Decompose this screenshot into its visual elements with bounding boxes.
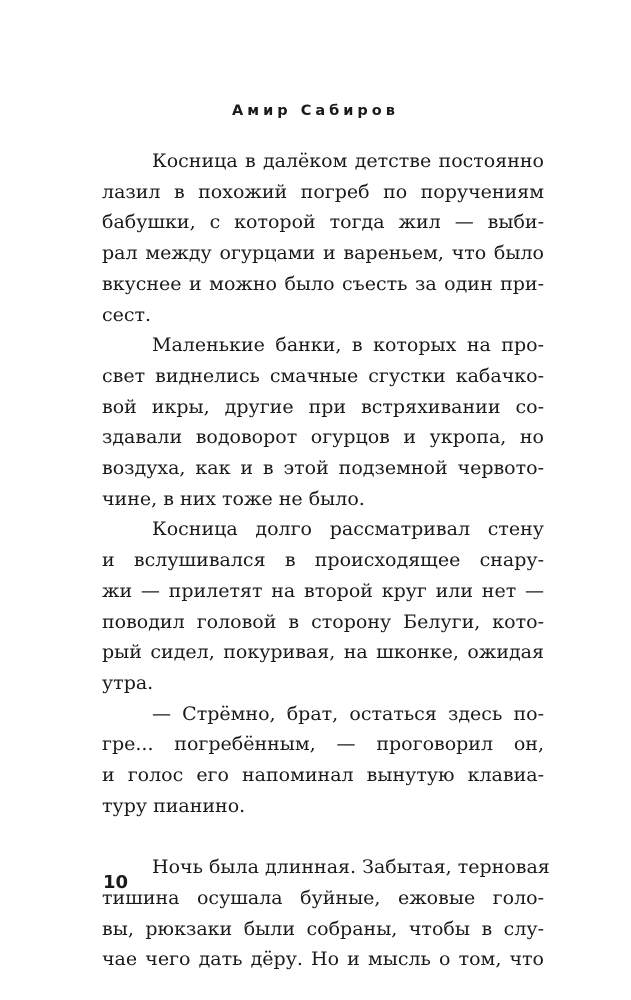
text-line: вы, рюкзаки были собраны, чтобы в слу- (102, 917, 544, 940)
text-line: воздуха, как и в этой подземной червото- (102, 457, 544, 480)
text-line: чине, в них тоже не было. (102, 487, 365, 510)
text-line: Маленькие банки, в которых на про- (152, 334, 544, 357)
paragraph-1 (102, 146, 544, 330)
paragraph-3 (102, 514, 544, 698)
text-line: туру пианино. (102, 794, 246, 817)
paragraph-2 (102, 330, 544, 514)
page-number: 10 (103, 872, 129, 893)
running-head-author: Амир Сабиров (232, 103, 399, 119)
text-line: свет виднелись смачные сгустки кабачко- (102, 364, 544, 387)
text-line: — Стрёмно, брат, остаться здесь по- (152, 702, 544, 725)
text-line: Ночь была длинная. Забытая, терновая (152, 856, 550, 879)
text-line: чае чего дать дёру. Но и мысль о том, что (102, 948, 544, 971)
text-line: жи — прилетят на второй круг или нет — (102, 579, 544, 602)
text-line: и голос его напоминал вынутую клавиа- (102, 764, 544, 787)
paragraph-4 (102, 699, 544, 822)
text-line: рал между огурцами и вареньем, что было (102, 242, 544, 265)
text-line: бабушки, с которой тогда жил — выби- (102, 211, 544, 234)
text-line: здавали водоворот огурцов и укропа, но (102, 426, 544, 449)
section-break (102, 821, 544, 852)
text-line: лазил в похожий погреб по поручениям (102, 180, 544, 203)
text-line: вкуснее и можно было съесть за один при- (102, 272, 544, 295)
text-line: утра. (102, 671, 154, 694)
text-line: и вслушивался в происходящее снару- (102, 549, 544, 572)
paragraph-5 (102, 852, 550, 975)
text-line: Косница долго рассматривал стену (152, 518, 544, 541)
text-line: сест. (102, 303, 152, 326)
text-line: вой икры, другие при встряхивании со- (102, 395, 544, 418)
text-line: рый сидел, покуривая, на шконке, ожидая (102, 641, 544, 664)
text-line: гре... погребённым, — проговорил он, (102, 733, 544, 756)
text-line: поводил головой в сторону Белуги, кото- (102, 610, 544, 633)
text-line: Косница в далёком детстве постоянно (152, 150, 544, 172)
text-line: тишина осушала буйные, ежовые голо- (102, 886, 544, 909)
body-text (102, 146, 550, 975)
